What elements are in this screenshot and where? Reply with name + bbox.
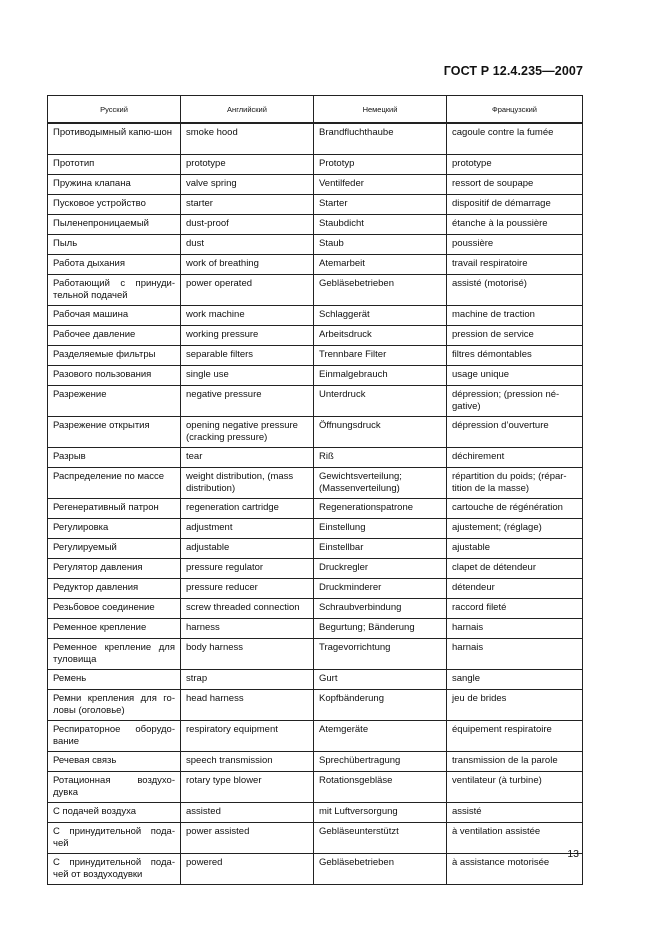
table-row — [48, 690, 583, 721]
table-row — [48, 559, 583, 579]
cell-russian: Прототип — [48, 155, 181, 175]
table-header-row — [48, 96, 583, 124]
table-row — [48, 721, 583, 752]
cell-english: working pressure — [181, 326, 314, 346]
table-row — [48, 346, 583, 366]
cell-russian: Работа дыхания — [48, 255, 181, 275]
table-row — [48, 823, 583, 854]
cell-german: Gebläsebetrieben — [314, 275, 447, 306]
cell-russian: С принудительной пода-чей — [48, 823, 181, 854]
cell-russian: Разрыв — [48, 448, 181, 468]
cell-english: pressure reducer — [181, 579, 314, 599]
cell-english: power operated — [181, 275, 314, 306]
cell-english: regeneration cartridge — [181, 499, 314, 519]
cell-french: poussière — [447, 235, 583, 255]
cell-german: Tragevorrichtung — [314, 639, 447, 670]
cell-german: Begurtung; Bänderung — [314, 619, 447, 639]
cell-english: tear — [181, 448, 314, 468]
table-row — [48, 366, 583, 386]
cell-russian: Респираторное оборудо-вание — [48, 721, 181, 752]
cell-russian: Разрежение — [48, 386, 181, 417]
cell-english: rotary type blower — [181, 772, 314, 803]
cell-russian: Регулируемый — [48, 539, 181, 559]
cell-english: dust — [181, 235, 314, 255]
cell-french: sangle — [447, 670, 583, 690]
table-row — [48, 619, 583, 639]
cell-french: étanche à la poussière — [447, 215, 583, 235]
cell-english: harness — [181, 619, 314, 639]
table-row — [48, 235, 583, 255]
cell-german: Rotationsgebläse — [314, 772, 447, 803]
cell-english: opening negative pressure (cracking pressure) — [181, 417, 314, 448]
table-row — [48, 386, 583, 417]
table-row — [48, 448, 583, 468]
cell-russian: Речевая связь — [48, 752, 181, 772]
cell-english: negative pressure — [181, 386, 314, 417]
table-row — [48, 519, 583, 539]
cell-german: Atemarbeit — [314, 255, 447, 275]
cell-english: work of breathing — [181, 255, 314, 275]
cell-english: weight distribution, (mass distribution) — [181, 468, 314, 499]
table-row — [48, 255, 583, 275]
cell-russian: Противодымный капю-шон — [48, 123, 181, 155]
cell-german: Starter — [314, 195, 447, 215]
table-row — [48, 468, 583, 499]
cell-russian: С подачей воздуха — [48, 803, 181, 823]
cell-french: raccord fileté — [447, 599, 583, 619]
cell-french: ajustable — [447, 539, 583, 559]
cell-english: strap — [181, 670, 314, 690]
cell-german: Prototyp — [314, 155, 447, 175]
cell-french: ajustement; (réglage) — [447, 519, 583, 539]
cell-german: Ventilfeder — [314, 175, 447, 195]
table-row — [48, 275, 583, 306]
cell-russian: Ротационная воздухо-дувка — [48, 772, 181, 803]
cell-french: assisté — [447, 803, 583, 823]
cell-english: assisted — [181, 803, 314, 823]
cell-french: usage unique — [447, 366, 583, 386]
column-header-german: Немецкий — [314, 96, 447, 124]
cell-german: Schraubverbindung — [314, 599, 447, 619]
table-row — [48, 539, 583, 559]
cell-french: déchirement — [447, 448, 583, 468]
table-row — [48, 579, 583, 599]
cell-german: Arbeitsdruck — [314, 326, 447, 346]
table-row — [48, 123, 583, 155]
cell-french: cartouche de régénération — [447, 499, 583, 519]
cell-english: adjustable — [181, 539, 314, 559]
cell-german: Brandfluchthaube — [314, 123, 447, 155]
cell-french: dépression; (pression né-gative) — [447, 386, 583, 417]
page-number: 13 — [567, 848, 579, 860]
cell-english: powered — [181, 854, 314, 885]
cell-russian: Пружина клапана — [48, 175, 181, 195]
cell-french: prototype — [447, 155, 583, 175]
cell-german: Kopfbänderung — [314, 690, 447, 721]
cell-english: head harness — [181, 690, 314, 721]
cell-french: clapet de détendeur — [447, 559, 583, 579]
cell-english: starter — [181, 195, 314, 215]
cell-french: dépression d’ouverture — [447, 417, 583, 448]
cell-german: Einmalgebrauch — [314, 366, 447, 386]
table-row — [48, 195, 583, 215]
cell-russian: Пыль — [48, 235, 181, 255]
table-row — [48, 752, 583, 772]
cell-russian: Редуктор давления — [48, 579, 181, 599]
table-row — [48, 854, 583, 885]
cell-russian: Рабочая машина — [48, 306, 181, 326]
cell-french: équipement respiratoire — [447, 721, 583, 752]
cell-english: separable filters — [181, 346, 314, 366]
cell-russian: Разового пользования — [48, 366, 181, 386]
cell-german: Druckregler — [314, 559, 447, 579]
cell-french: jeu de brides — [447, 690, 583, 721]
cell-russian: Резьбовое соединение — [48, 599, 181, 619]
table-row — [48, 803, 583, 823]
cell-german: Sprechübertragung — [314, 752, 447, 772]
cell-russian: Регулировка — [48, 519, 181, 539]
cell-french: travail respiratoire — [447, 255, 583, 275]
cell-french: ressort de soupape — [447, 175, 583, 195]
table-row — [48, 499, 583, 519]
cell-french: détendeur — [447, 579, 583, 599]
cell-german: Riß — [314, 448, 447, 468]
table-row — [48, 306, 583, 326]
cell-russian: Ремень — [48, 670, 181, 690]
cell-english: screw threaded connection — [181, 599, 314, 619]
cell-english: speech transmission — [181, 752, 314, 772]
cell-english: single use — [181, 366, 314, 386]
cell-russian: Ременное крепление для туловища — [48, 639, 181, 670]
cell-german: Trennbare Filter — [314, 346, 447, 366]
cell-german: Regenerationspatrone — [314, 499, 447, 519]
cell-english: smoke hood — [181, 123, 314, 155]
cell-english: adjustment — [181, 519, 314, 539]
table-row — [48, 326, 583, 346]
cell-french: machine de traction — [447, 306, 583, 326]
document-code: ГОСТ Р 12.4.235—2007 — [443, 64, 583, 78]
cell-french: à assistance motorisée — [447, 854, 583, 885]
cell-french: transmission de la parole — [447, 752, 583, 772]
cell-russian: Регулятор давления — [48, 559, 181, 579]
cell-german: Gurt — [314, 670, 447, 690]
cell-german: Gebläsebetrieben — [314, 854, 447, 885]
cell-german: Staubdicht — [314, 215, 447, 235]
table-row — [48, 155, 583, 175]
cell-german: Öffnungsdruck — [314, 417, 447, 448]
cell-french: cagoule contre la fumée — [447, 123, 583, 155]
cell-french: harnais — [447, 619, 583, 639]
cell-russian: Пыленепроницаемый — [48, 215, 181, 235]
cell-english: body harness — [181, 639, 314, 670]
table-row — [48, 599, 583, 619]
cell-french: répartition du poids; (répar-tition de la masse) — [447, 468, 583, 499]
cell-french: assisté (motorisé) — [447, 275, 583, 306]
column-header-english: Английский — [181, 96, 314, 124]
cell-german: Druckminderer — [314, 579, 447, 599]
cell-german: Gebläseunterstützt — [314, 823, 447, 854]
cell-russian: Пусковое устройство — [48, 195, 181, 215]
table-row — [48, 639, 583, 670]
cell-german: Staub — [314, 235, 447, 255]
cell-russian: Разделяемые фильтры — [48, 346, 181, 366]
cell-english: dust-proof — [181, 215, 314, 235]
cell-english: power assisted — [181, 823, 314, 854]
column-header-french: Французский — [447, 96, 583, 124]
cell-german: Einstellung — [314, 519, 447, 539]
cell-french: à ventilation assistée — [447, 823, 583, 854]
cell-russian: Регенеративный патрон — [48, 499, 181, 519]
cell-russian: Разрежение открытия — [48, 417, 181, 448]
cell-russian: Рабочее давление — [48, 326, 181, 346]
cell-russian: С принудительной пода-чей от воздуходувки — [48, 854, 181, 885]
terms-table — [47, 95, 583, 885]
cell-russian: Распределение по массе — [48, 468, 181, 499]
cell-german: Gewichtsverteilung; (Massenverteilung) — [314, 468, 447, 499]
cell-french: dispositif de démarrage — [447, 195, 583, 215]
table-row — [48, 772, 583, 803]
cell-french: harnais — [447, 639, 583, 670]
cell-german: Schlaggerät — [314, 306, 447, 326]
cell-english: work machine — [181, 306, 314, 326]
cell-english: valve spring — [181, 175, 314, 195]
column-header-russian: Русский — [48, 96, 181, 124]
cell-french: ventilateur (à turbine) — [447, 772, 583, 803]
table-row — [48, 215, 583, 235]
cell-russian: Ременное крепление — [48, 619, 181, 639]
table-row — [48, 175, 583, 195]
cell-french: pression de service — [447, 326, 583, 346]
table-row — [48, 670, 583, 690]
cell-english: respiratory equipment — [181, 721, 314, 752]
cell-french: filtres démontables — [447, 346, 583, 366]
cell-russian: Ремни крепления для го-ловы (оголовье) — [48, 690, 181, 721]
table-row — [48, 417, 583, 448]
cell-english: pressure regulator — [181, 559, 314, 579]
cell-english: prototype — [181, 155, 314, 175]
cell-german: Einstellbar — [314, 539, 447, 559]
cell-german: mit Luftversorgung — [314, 803, 447, 823]
cell-german: Unterdruck — [314, 386, 447, 417]
cell-german: Atemgeräte — [314, 721, 447, 752]
cell-russian: Работающий с принуди-тельной подачей — [48, 275, 181, 306]
